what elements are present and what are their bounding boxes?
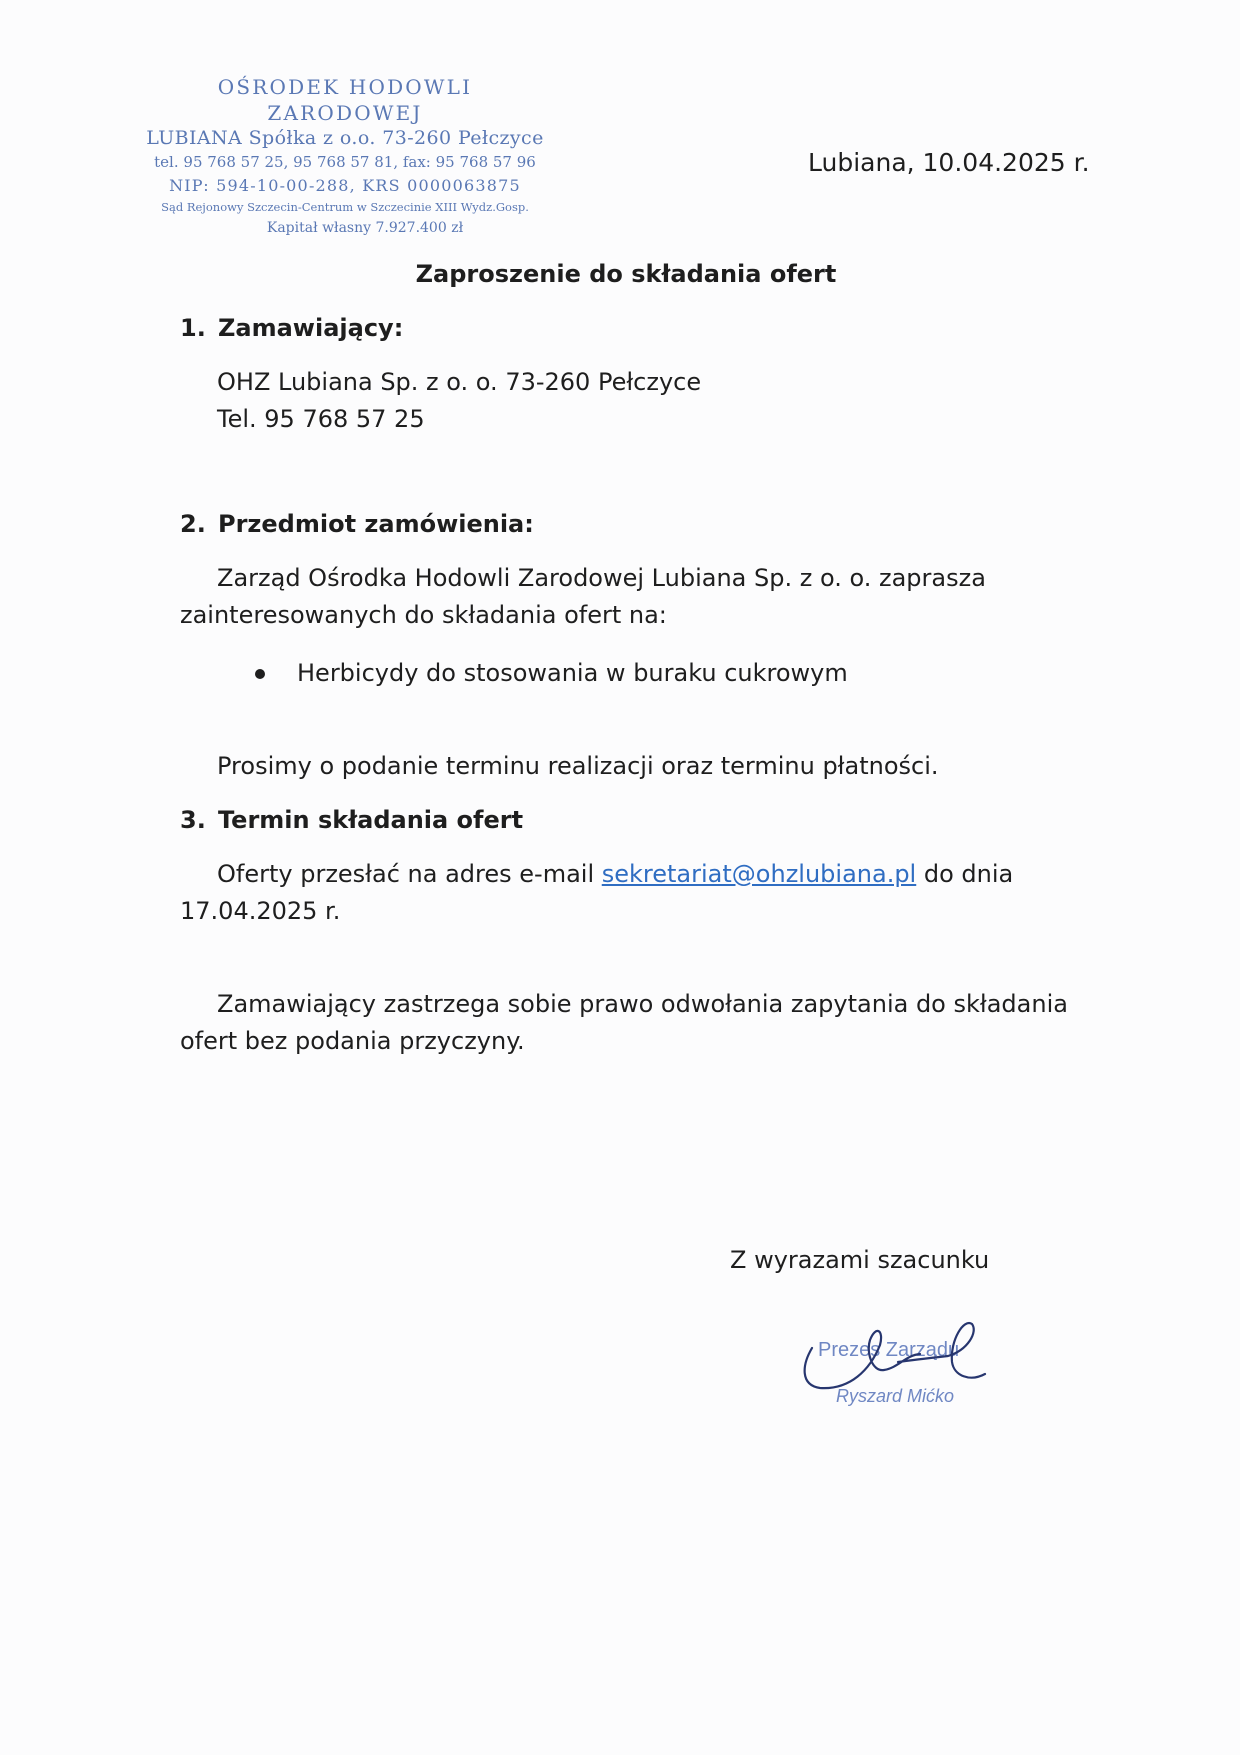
orderer-address: OHZ Lubiana Sp. z o. o. 73-260 Pełczyce	[217, 368, 702, 396]
bullet-icon	[255, 669, 265, 679]
section-number: 2.	[180, 510, 206, 538]
section-number: 3.	[180, 806, 206, 834]
subject-intro-line1: Zarząd Ośrodka Hodowli Zarodowej Lubiana Sp. z o. o. zaprasza	[217, 564, 986, 592]
letterhead-line: Sąd Rejonowy Szczecin-Centrum w Szczecinie XIII Wydz.Gosp.	[161, 200, 529, 214]
letterhead-line: OŚRODEK HODOWLI ZARODOWEJ	[217, 75, 473, 125]
section-title: Przedmiot zamówienia:	[218, 510, 534, 538]
deadline-line1	[217, 856, 1013, 893]
section-heading-3	[180, 806, 523, 834]
section-heading-1	[180, 314, 403, 342]
deadline-text-before: Oferty przesłać na adres e-mail	[217, 860, 602, 888]
document-title	[0, 260, 1240, 288]
section-number: 1.	[180, 314, 206, 342]
letterhead-line: tel. 95 768 57 25, 95 768 57 81, fax: 95 768 57 96	[154, 153, 536, 171]
orderer-block	[217, 364, 701, 438]
company-letterhead-stamp	[140, 74, 550, 239]
email-link[interactable]: sekretariat@ohzlubiana.pl	[601, 860, 917, 888]
section-title: Termin składania ofert	[218, 806, 524, 834]
reservation-line2: ofert bez podania przyczyny.	[180, 1027, 525, 1055]
letterhead-line: Kapitał własny 7.927.400 zł	[266, 220, 464, 236]
signature-stamp	[780, 1310, 1010, 1430]
subject-request: Prosimy o podanie terminu realizacji oraz terminu płatności.	[217, 752, 939, 780]
letterhead-line: NIP: 594-10-00-288, KRS 0000063875	[169, 176, 521, 195]
bullet-item: Herbicydy do stosowania w buraku cukrowym	[297, 659, 848, 687]
letterhead-line: LUBIANA Spółka z o.o. 73-260 Pełczyce	[146, 127, 544, 149]
title-text: Zaproszenie do składania ofert	[415, 260, 837, 288]
signature-title: Prezes Zarządu	[818, 1339, 960, 1361]
section-heading-2	[180, 510, 534, 538]
deadline-text-after: do dnia	[916, 860, 1014, 888]
deadline-date: 17.04.2025 r.	[180, 897, 341, 925]
closing-phrase: Z wyrazami szacunku	[730, 1246, 990, 1274]
signature-name: Ryszard Mićko	[836, 1386, 955, 1406]
section-title: Zamawiający:	[218, 314, 404, 342]
letter-date: Lubiana, 10.04.2025 r.	[808, 148, 1090, 177]
subject-intro-line2: zainteresowanych do składania ofert na:	[180, 601, 667, 629]
orderer-phone: Tel. 95 768 57 25	[217, 405, 425, 433]
reservation-line1: Zamawiający zastrzega sobie prawo odwołania zapytania do składania	[217, 990, 1068, 1018]
